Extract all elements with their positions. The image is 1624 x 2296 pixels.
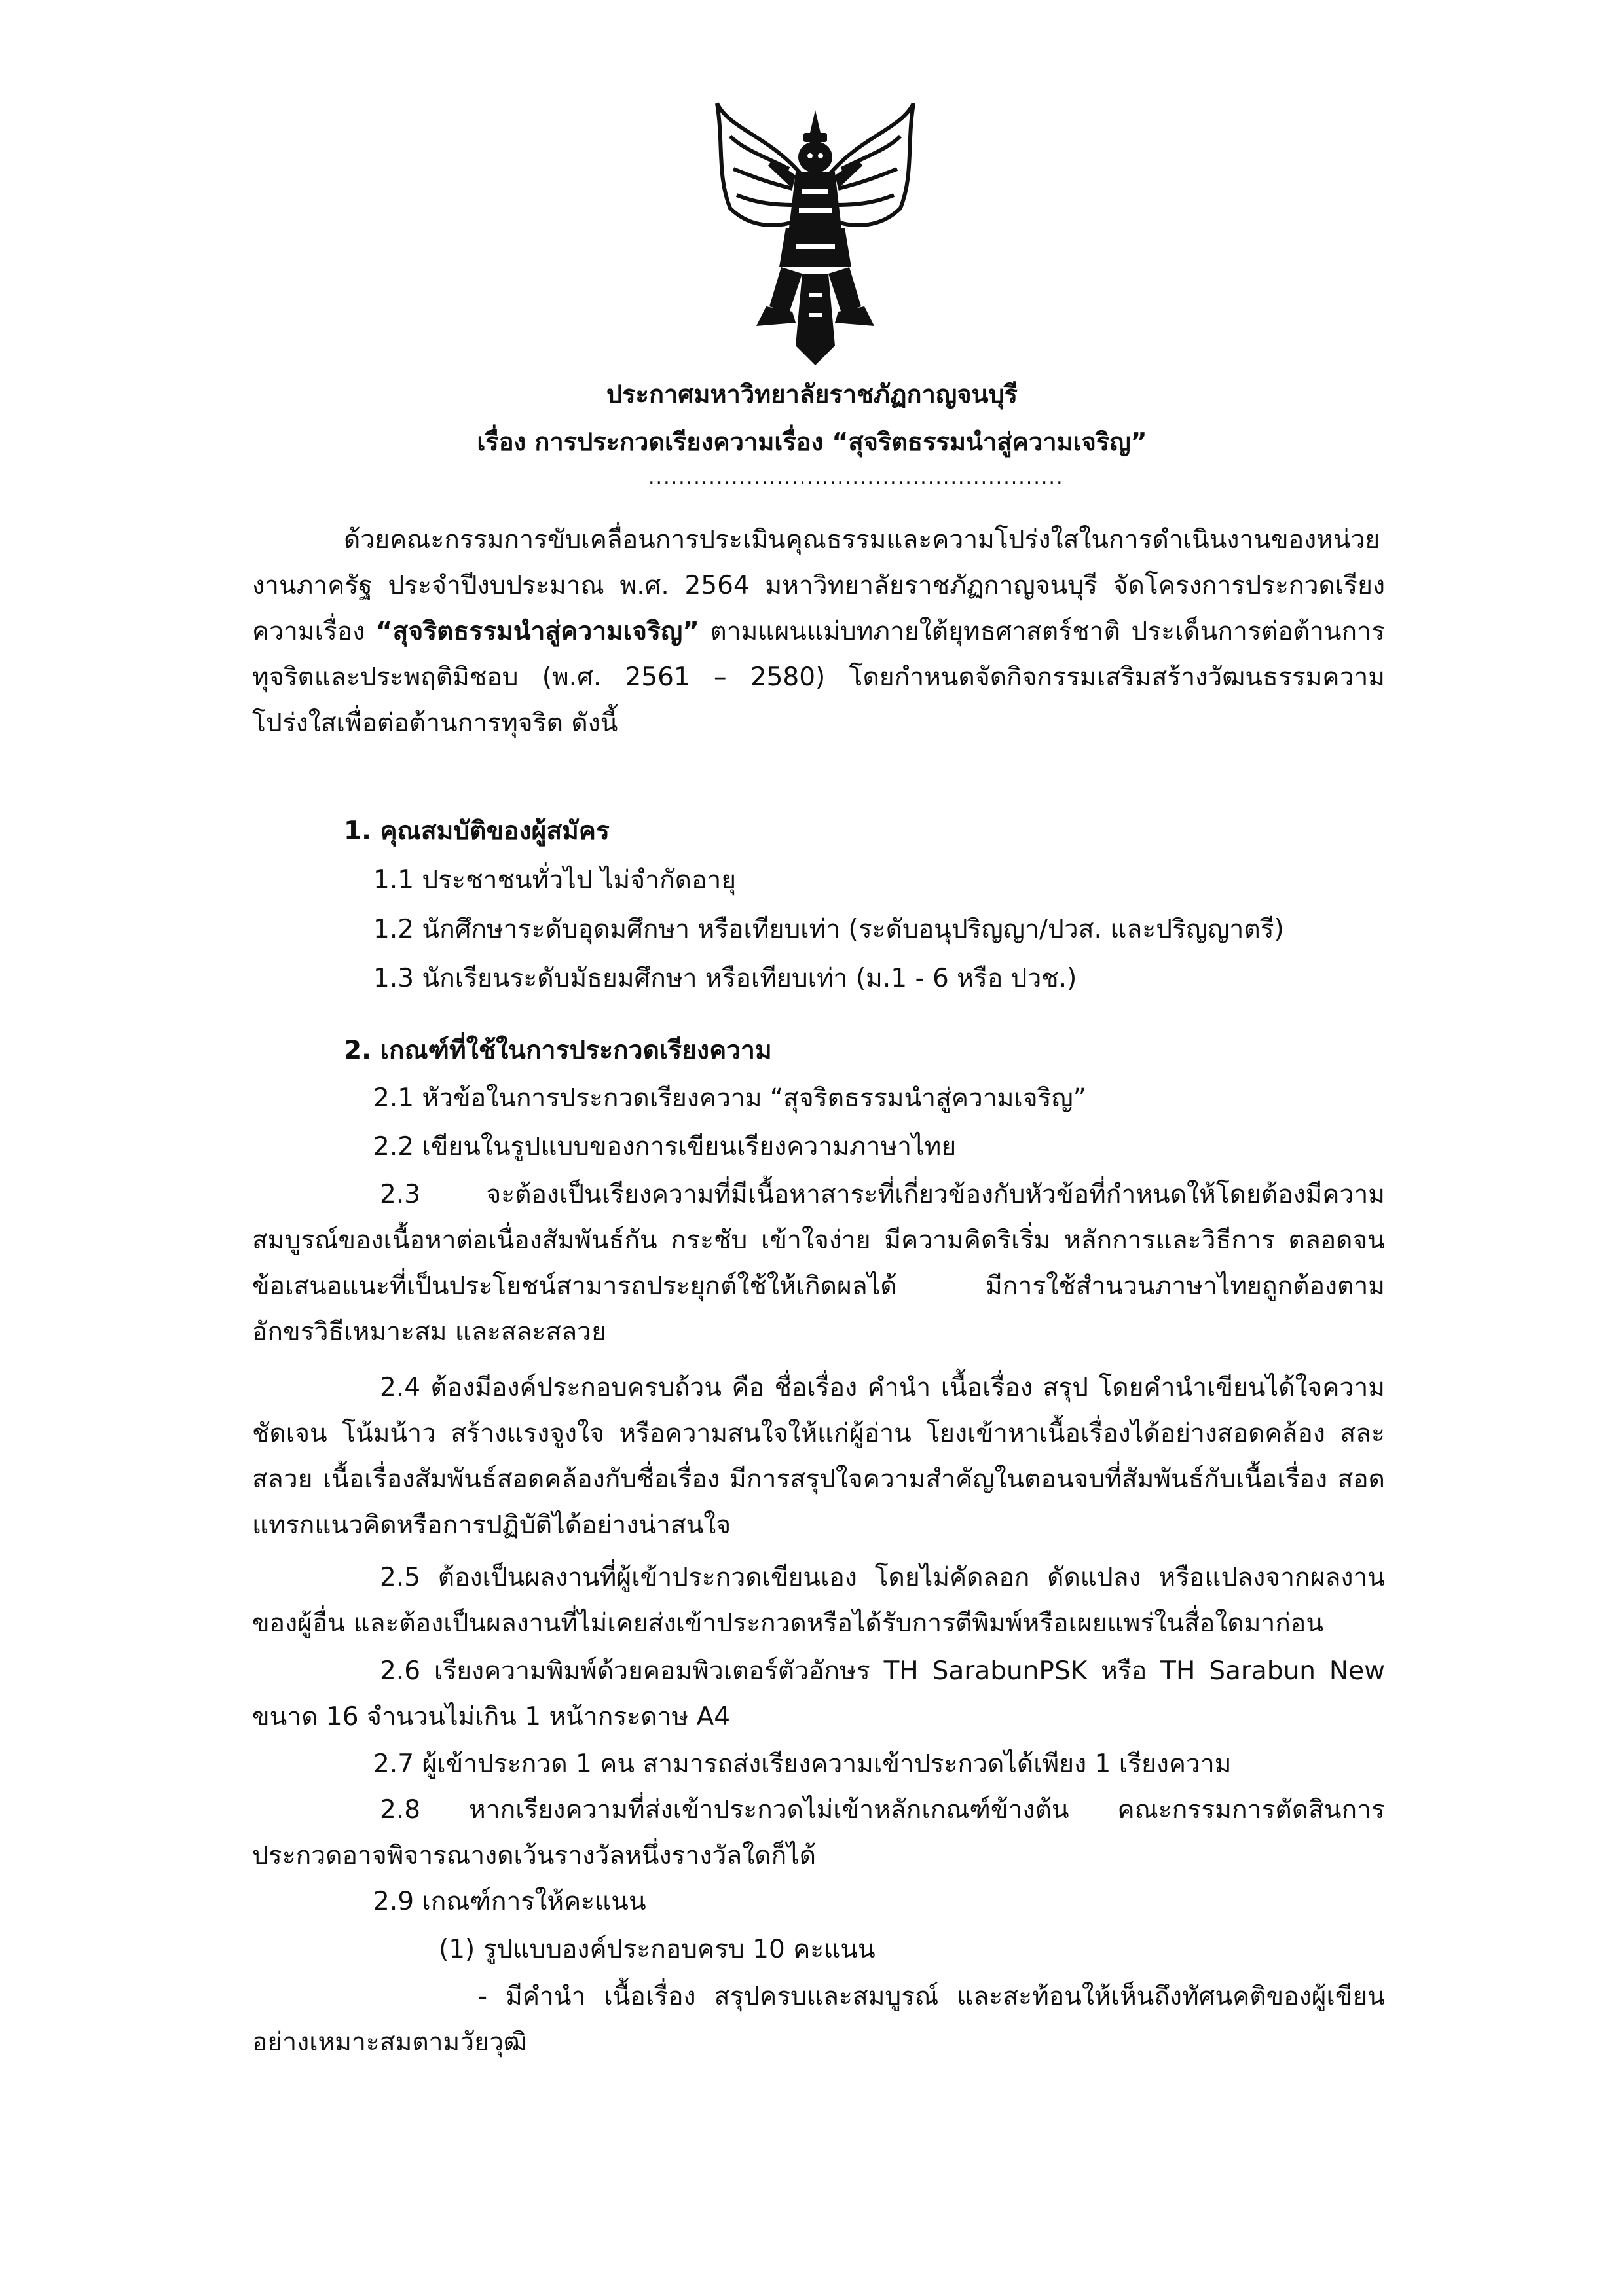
intro-text-2: ตามแผนแม่บทภายใต้ยุทธศาสตร์ชาติ ประเด็นการต่อต้านการทุจริตและประพฤติมิชอบ (พ.ศ. 2561 – 2580) โดยกำหนดจัดกิจกรรมเสริมสร้างวัฒนธรรมความโปร่งใสเพื่อต่อต้านการทุจริต ดังนี้ [252, 617, 1385, 738]
section-1-item: 1.3 นักเรียนระดับมัธยมศึกษา หรือเทียบเท่า (ม.1 - 6 หรือ ปวช.) [373, 964, 1077, 993]
dotted-separator: ....................................................... [648, 466, 1064, 489]
scoring-item-1-detail: - มีคำนำ เนื้อเรื่อง สรุปครบและสมบูรณ์ และสะท้อนให้เห็นถึงทัศนคติของผู้เขียนอย่างเหมาะสมตามวัยวุฒิ [252, 1982, 1385, 2057]
intro-essay-topic: “สุจริตธรรมนำสู่ความเจริญ” [375, 617, 699, 646]
criteria-2-8: 2.8 หากเรียงความที่ส่งเข้าประกวดไม่เข้าหลักเกณฑ์ข้างต้น คณะกรรมการตัดสินการประกวดอาจพิจารณางดเว้นรางวัลหนึ่งรางวัลใดก็ได้ [252, 1795, 1385, 1870]
garuda-emblem-icon [704, 97, 927, 372]
intro-text-1: ด้วยคณะกรรมการขับเคลื่อนการประเมินคุณธรรมและความโปร่งใสในการดำเนินงานของหน่วยงานภาครัฐ ประจำปีงบประมาณ พ.ศ. 2564 มหาวิทยาลัยราชภัฏกาญจนบุรี จัดโครงการประกวดเรียงความเรื่อง [252, 525, 1385, 646]
intro-paragraph [252, 517, 1385, 746]
section-1-title: 1. คุณสมบัติของผู้สมัคร [344, 816, 610, 846]
criteria-2-9: 2.9 เกณฑ์การให้คะแนน [373, 1887, 646, 1916]
section-1-item: 1.1 ประชาชนทั่วไป ไม่จำกัดอายุ [373, 866, 737, 895]
section-1-item: 1.2 นักศึกษาระดับอุดมศึกษา หรือเทียบเท่า (ระดับอนุปริญญา/ปวส. และปริญญาตรี) [373, 915, 1284, 944]
criteria-2-5: 2.5 ต้องเป็นผลงานที่ผู้เข้าประกวดเขียนเอง โดยไม่คัดลอก ดัดแปลง หรือแปลงจากผลงานของผู้อื่น และต้องเป็นผลงานที่ไม่เคยส่งเข้าประกวดหรือได้รับการตีพิมพ์หรือเผยแพร่ในสื่อใดมาก่อน [252, 1563, 1385, 1638]
criteria-2-6: 2.6 เรียงความพิมพ์ด้วยคอมพิวเตอร์ตัวอักษร TH SarabunPSK หรือ TH Sarabun New ขนาด 16 จำนวนไม่เกิน 1 หน้ากระดาษ A4 [252, 1656, 1385, 1732]
criteria-2-1: 2.1 หัวข้อในการประกวดเรียงความ “สุจริตธรรมนำสู่ความเจริญ” [373, 1084, 1086, 1113]
criteria-2-3: 2.3 จะต้องเป็นเรียงความที่มีเนื้อหาสาระที่เกี่ยวข้องกับหัวข้อที่กำหนดให้โดยต้องมีความสมบูรณ์ของเนื้อหาต่อเนื่องสัมพันธ์กัน กระชับ เข้าใจง่าย มีความคิดริเริ่ม หลักการและวิธีการ ตลอดจนข้อเสนอแนะที่เป็นประโยชน์สามารถประยุกต์ใช้ให้เกิดผลได้ มีการใช้สำนวนภาษาไทยถูกต้องตามอักขรวิธีเหมาะสม และสละสลวย [252, 1180, 1385, 1347]
scoring-item-1: (1) รูปแบบองค์ประกอบครบ 10 คะแนน [439, 1935, 876, 1964]
announcement-title: ประกาศมหาวิทยาลัยราชภัฏกาญจนบุรี [606, 380, 1018, 409]
criteria-2-4: 2.4 ต้องมีองค์ประกอบครบถ้วน คือ ชื่อเรื่อง คำนำ เนื้อเรื่อง สรุป โดยคำนำเขียนได้ใจความชัดเจน โน้มน้าว สร้างแรงจูงใจ หรือความสนใจให้แก่ผู้อ่าน โยงเข้าหาเนื้อเรื่องได้อย่างสอดคล้อง สละสลวย เนื้อเรื่องสัมพันธ์สอดคล้องกับชื่อเรื่อง มีการสรุปใจความสำคัญในตอนจบที่สัมพันธ์กับเนื้อเรื่อง สอดแทรกแนวคิดหรือการปฏิบัติได้อย่างน่าสนใจ [252, 1373, 1385, 1540]
criteria-2-2: 2.2 เขียนในรูปแบบของการเขียนเรียงความภาษาไทย [373, 1132, 957, 1161]
section-2-title: 2. เกณฑ์ที่ใช้ในการประกวดเรียงความ [344, 1036, 772, 1065]
announcement-subject: เรื่อง การประกวดเรียงความเรื่อง “สุจริตธรรมนำสู่ความเจริญ” [477, 428, 1147, 456]
criteria-2-7: 2.7 ผู้เข้าประกวด 1 คน สามารถส่งเรียงความเข้าประกวดได้เพียง 1 เรียงความ [373, 1749, 1232, 1779]
